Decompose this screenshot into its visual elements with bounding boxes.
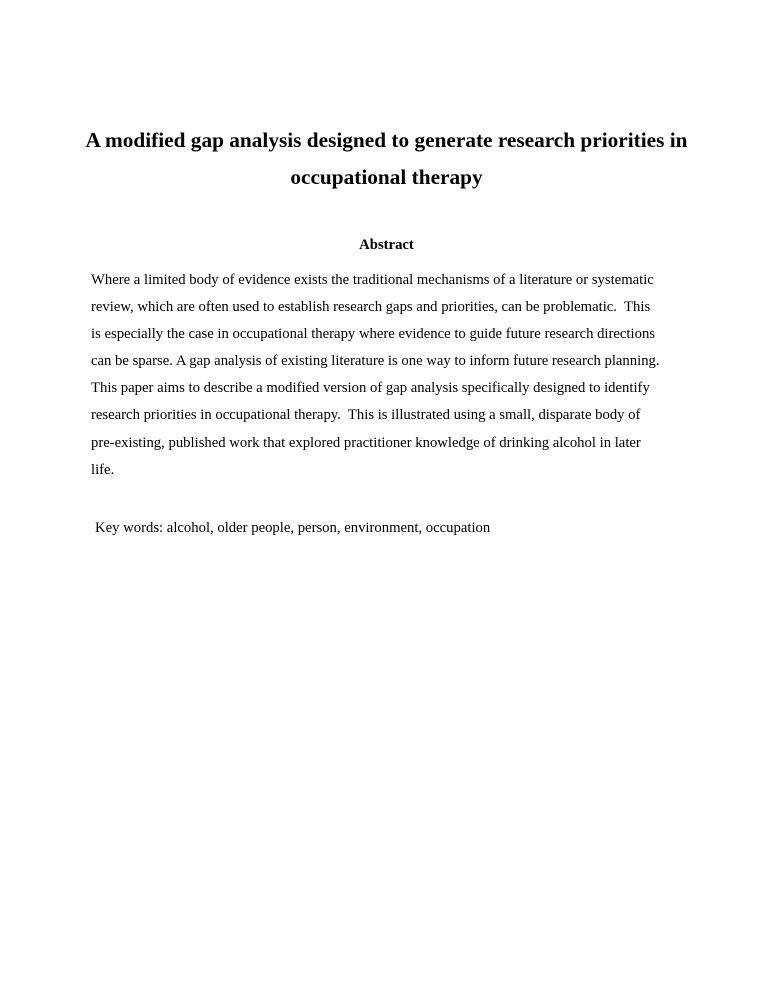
- keywords: Key words: alcohol, older people, person, environment, occupation: [95, 520, 491, 536]
- abstract-heading: Abstract: [359, 237, 414, 253]
- paper-title: [80, 122, 693, 196]
- title-line-2: occupational therapy: [290, 165, 483, 189]
- abstract-line-2: review, which are often used to establish research gaps and priorities, can be problematic. This: [91, 299, 651, 316]
- title-line-1: A modified gap analysis designed to generate research priorities in: [85, 128, 688, 152]
- abstract-line-7: pre-existing, published work that explored practitioner knowledge of drinking alcohol in later: [91, 434, 641, 451]
- abstract-line-8: life.: [91, 461, 115, 478]
- abstract-line-1: Where a limited body of evidence exists the traditional mechanisms of a literature or systematic: [91, 272, 654, 288]
- abstract-line-5: This paper aims to describe a modified version of gap analysis specifically designed to identify: [91, 380, 650, 397]
- abstract-line-4: can be sparse. A gap analysis of existing literature is one way to inform future research planning.: [91, 353, 660, 370]
- abstract-body: [91, 267, 691, 484]
- abstract-line-6: research priorities in occupational therapy. This is illustrated using a small, disparate body of: [91, 407, 641, 424]
- abstract-line-3: is especially the case in occupational therapy where evidence to guide future research directions: [91, 326, 655, 343]
